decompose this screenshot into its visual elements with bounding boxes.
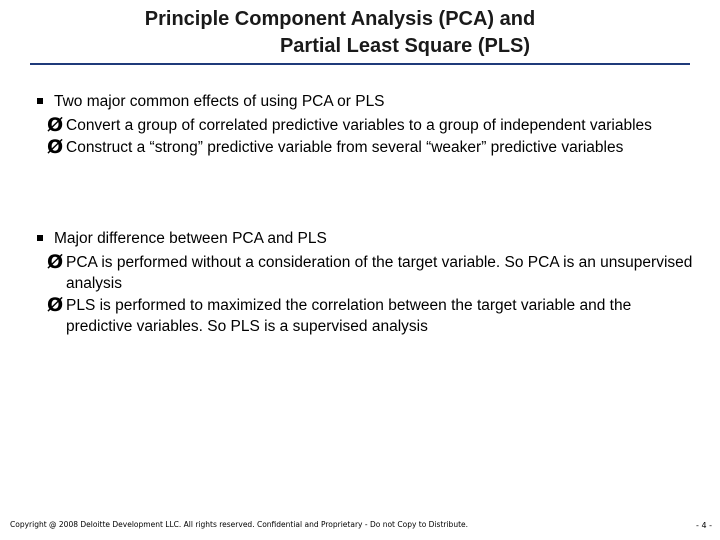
- arrow-bullet-icon: Ø: [47, 114, 64, 136]
- arrow-bullet-icon: Ø: [47, 294, 64, 316]
- sub-bullet-item: [36, 252, 696, 294]
- slide-title: [20, 6, 700, 60]
- section-major-difference: [36, 229, 696, 338]
- sub-bullet-item: [36, 137, 696, 158]
- copyright-footer: Copyright @ 2008 Deloitte Development LLC. All rights reserved. Confidential and Proprietary - Do not Copy to Distribute.: [10, 520, 469, 529]
- bullet-text: Two major common effects of using PCA or PLS: [54, 93, 385, 110]
- square-bullet-icon: [37, 98, 43, 104]
- bullet-text: Major difference between PCA and PLS: [54, 230, 327, 247]
- bullet-item: [36, 92, 696, 112]
- sub-bullet-list: [36, 115, 696, 158]
- sub-bullet-text: PCA is performed without a consideration of the target variable. So PCA is an unsupervised analysis: [66, 254, 693, 292]
- page-number: - 4 -: [696, 521, 712, 530]
- slide-title-line-1: Principle Component Analysis (PCA) and: [144, 8, 536, 30]
- arrow-bullet-icon: Ø: [47, 136, 64, 158]
- sub-bullet-text: Construct a “strong” predictive variable from several “weaker” predictive variables: [66, 139, 624, 156]
- sub-bullet-list: [36, 252, 696, 337]
- sub-bullet-text: Convert a group of correlated predictive variables to a group of independent variables: [66, 117, 652, 134]
- sub-bullet-item: [36, 295, 696, 337]
- title-divider: [30, 63, 690, 65]
- arrow-bullet-icon: Ø: [47, 251, 64, 273]
- square-bullet-icon: [37, 235, 43, 241]
- section-common-effects: [36, 92, 696, 159]
- sub-bullet-text: PLS is performed to maximized the correlation between the target variable and the predictive variables. So PLS is a supervised analysis: [66, 297, 632, 335]
- bullet-item: [36, 229, 696, 249]
- sub-bullet-item: [36, 115, 696, 136]
- slide-title-line-2: Partial Least Square (PLS): [279, 35, 531, 57]
